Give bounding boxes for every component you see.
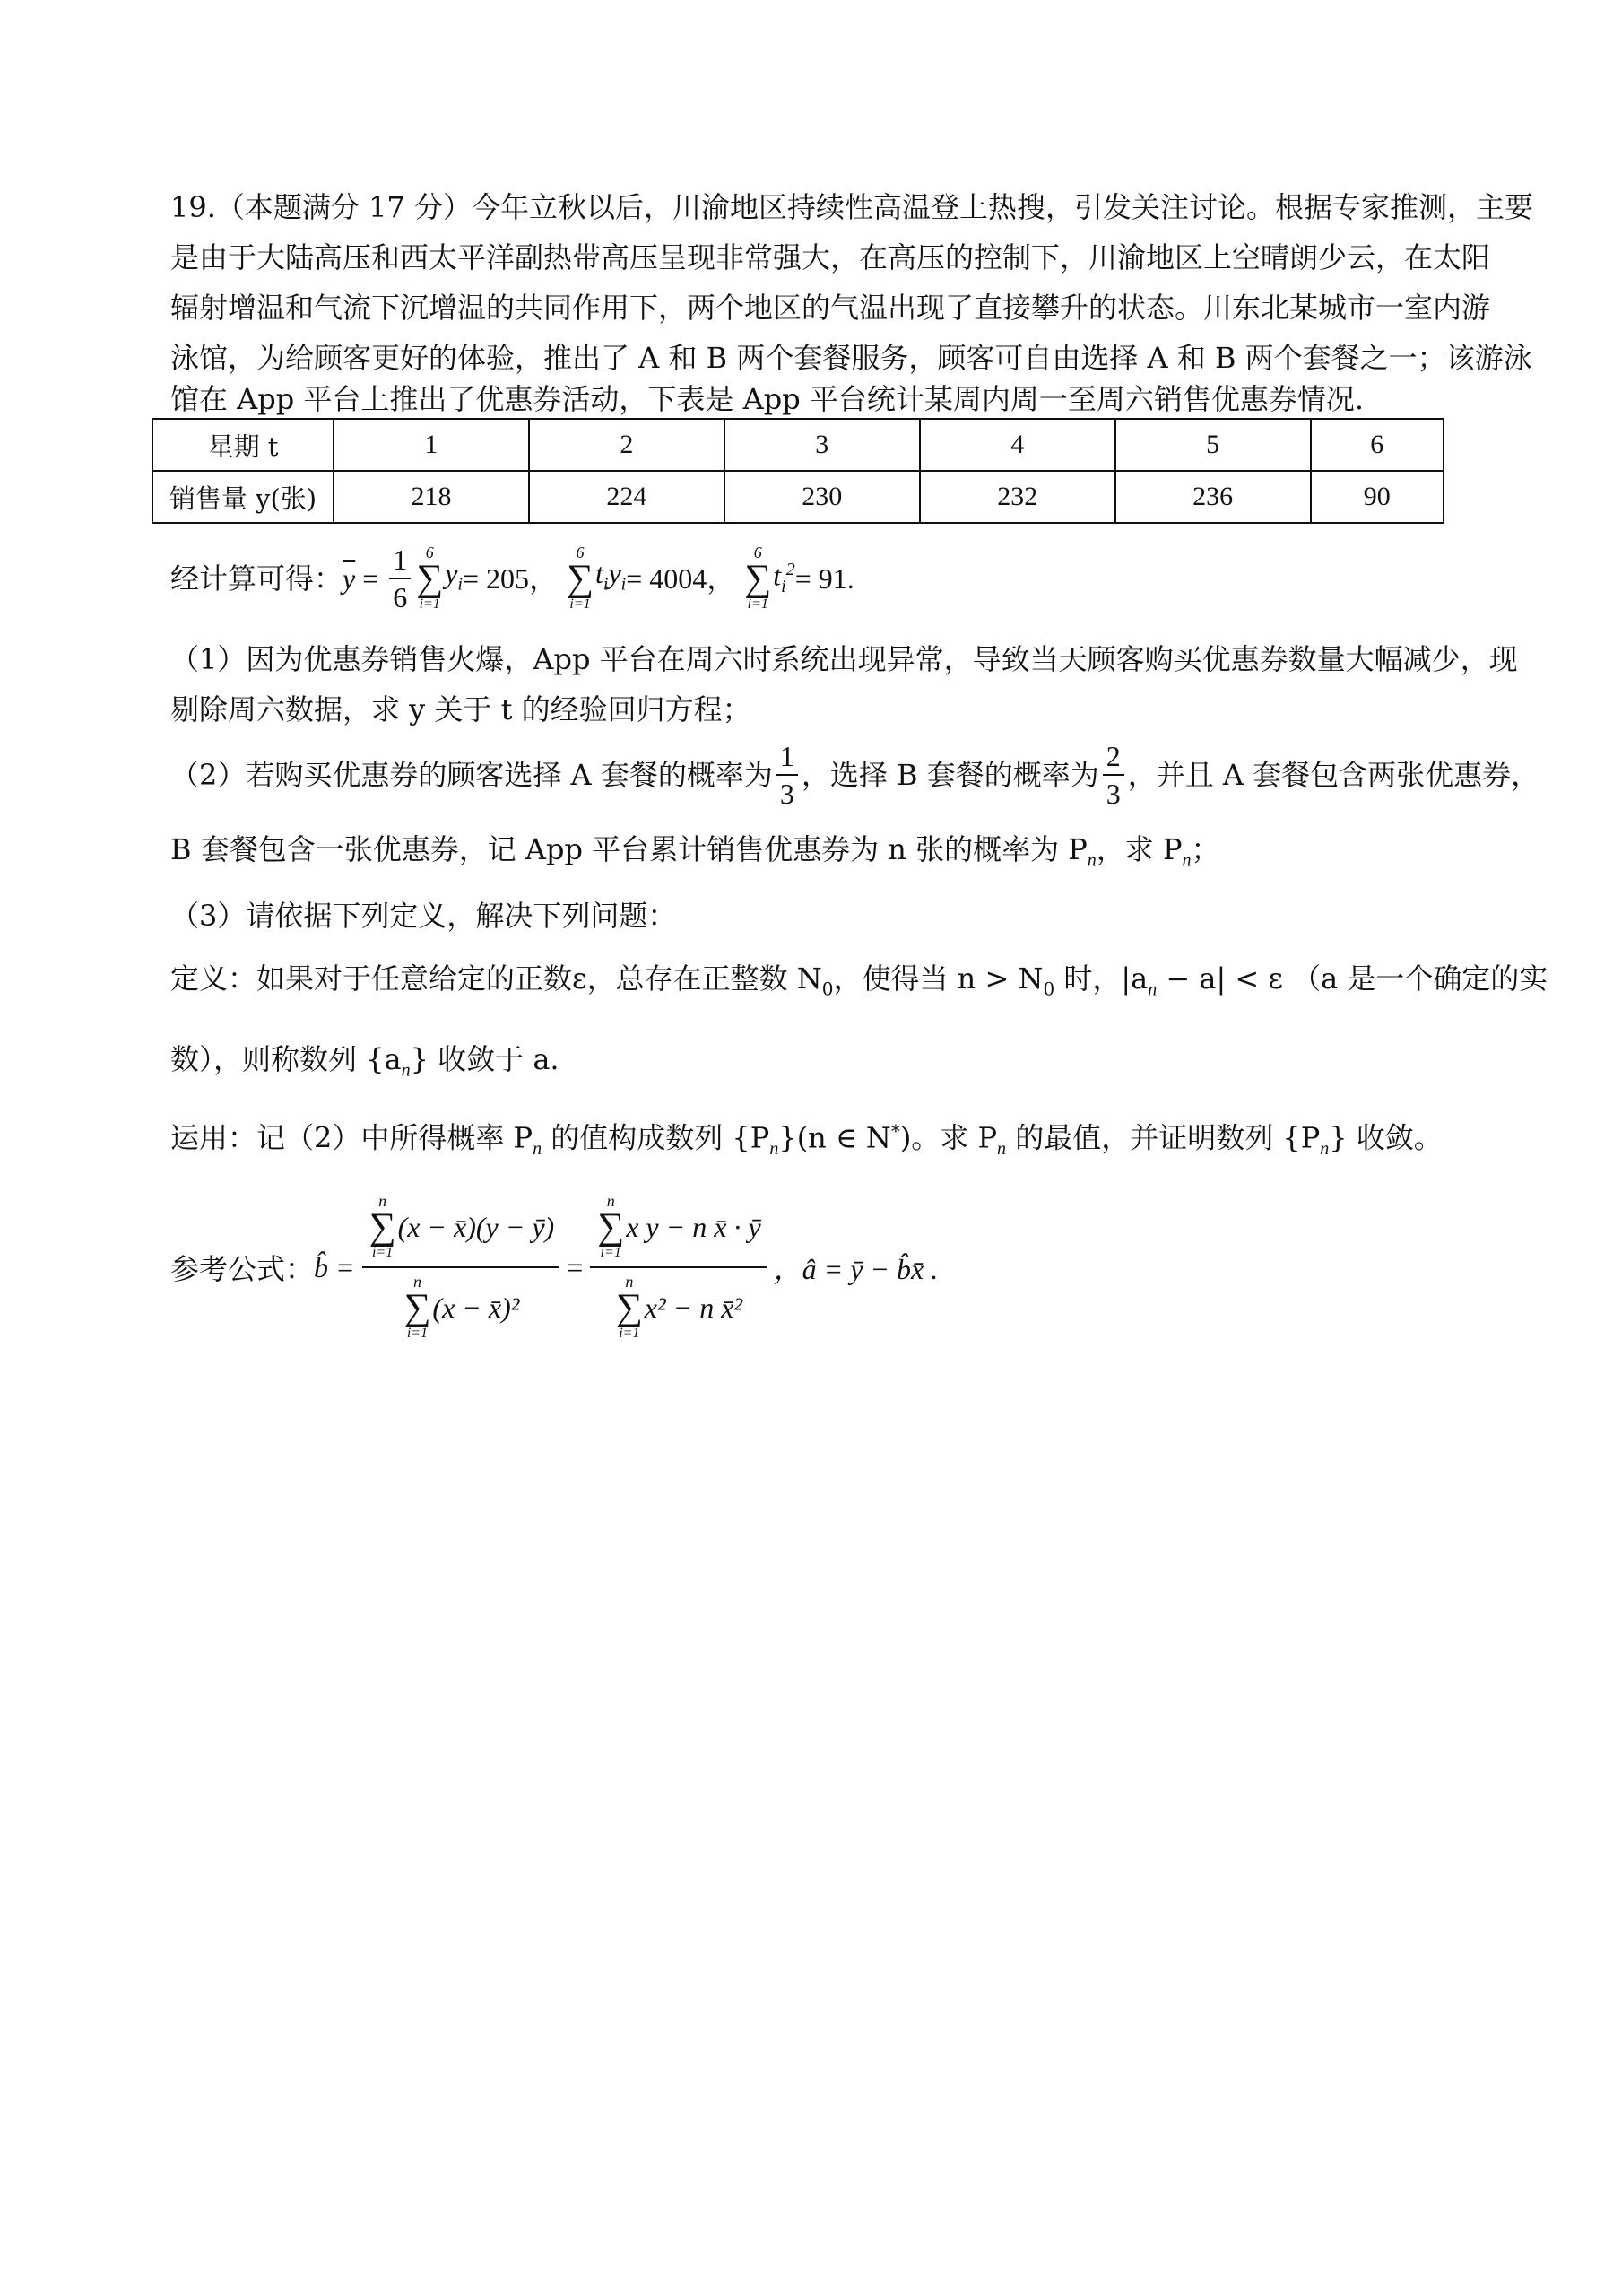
use-text-e: 的最值，并证明数列 {P: [1006, 1120, 1321, 1155]
definition-line-2: 数），则称数列 $\{a_n\}$ 收敛于 a.: [170, 1042, 559, 1081]
part2-line2-text: B 套餐包含一张优惠券，记 App 平台累计销售优惠券为 n 张的概率为 P: [170, 832, 1088, 866]
use-text-c: }(n ∈ N: [778, 1120, 891, 1155]
def-text-a: 定义：如果对于任意给定的正数ε，总存在正整数 N: [170, 961, 822, 996]
def-text-d: − a| < ε （a 是一个确定的实: [1157, 961, 1548, 996]
intro-line-2: 是由于大陆高压和西太平洋副热带高压呈现非常强大，在高压的控制下，川渝地区上空晴朗少云，在太阳: [170, 240, 1491, 274]
one-sixth-fraction: $\frac{1}{6}$: [389, 542, 411, 615]
sum-symbol: 6 ∑ i=1: [744, 544, 772, 612]
table-cell: 1: [334, 419, 529, 471]
calc-prefix: 经计算可得：: [170, 561, 343, 596]
bhat-symbol: b̂ =: [314, 1250, 355, 1283]
part2-line-2: B 套餐包含一张优惠券，记 App 平台累计销售优惠券为 n 张的概率为 $P_n$，求 $P_n$；: [170, 832, 1220, 871]
calc-line: 经计算可得： $\overline{y}$ = $\frac{1}{6}$ 6 ∑ i=1 $y_i$ = 205 ， 6 ∑ i=1 $t_iy_i$ = 4004 ， 6 ∑ i=1 $t_i^2$ = 91 .: [170, 544, 854, 613]
table-cell: 218: [334, 471, 529, 523]
table-cell: 232: [920, 471, 1115, 523]
part2-text-b: ，选择 B 套餐的概率为: [801, 758, 1099, 792]
table-row: [152, 471, 1444, 523]
table-cell: 90: [1311, 471, 1444, 523]
def-line2-a: 数），则称数列 {a: [170, 1042, 402, 1076]
table-cell: 224: [529, 471, 724, 523]
table-cell: 236: [1115, 471, 1311, 523]
use-text-d: )。求 P: [899, 1120, 998, 1155]
prob-a-fraction: $\frac{1}{3}$: [776, 738, 798, 812]
use-text-b: 的值构成数列 {P: [542, 1120, 770, 1155]
intro-line-1: 19.（本题满分 17 分）今年立秋以后，川渝地区持续性高温登上热搜，引发关注讨论。根据专家推测，主要: [170, 190, 1533, 224]
part2-text-c: ，并且 A 套餐包含两张优惠券，: [1127, 758, 1540, 792]
table-header-weekday: 星期 t: [152, 419, 334, 471]
ybar-value: = 205: [462, 562, 530, 595]
slope-fraction-1: n ∑ i=1 (x − x̄)(y − ȳ) n ∑ i=1 (x − x̄)²: [362, 1193, 560, 1342]
table-cell: 3: [724, 419, 920, 471]
ybar-symbol: $\overline{y}$: [343, 562, 356, 595]
intro-line-4: 泳馆，为给顾客更好的体验，推出了 A 和 B 两个套餐服务，顾客可自由选择 A 和 B 两个套餐之一；该游泳: [170, 341, 1532, 375]
table-cell: 6: [1311, 419, 1444, 471]
part1-line-2: 剔除周六数据，求 y 关于 t 的经验回归方程；: [170, 692, 751, 726]
sales-table: [152, 418, 1444, 524]
part2-line2-tail: ；: [1191, 832, 1220, 866]
sum-symbol: 6 ∑ i=1: [567, 544, 594, 612]
slope-fraction-2: n ∑ i=1 x y − n x̄ · ȳ n ∑ i=1 x² − n x̄²: [590, 1193, 766, 1342]
part1-line-1: （1）因为优惠券销售火爆，App 平台在周六时系统出现异常，导致当天顾客购买优惠券数量大幅减少，现: [170, 642, 1518, 676]
reference-formula: 参考公式： b̂ = n ∑ i=1 (x − x̄)(y − ȳ) n ∑ i=1 (x − x̄)² = n ∑ i=1 x y − n x̄ · ȳ n ∑ i=1 x² − n x̄² ，â = ȳ − b̂x̄ .: [170, 1192, 939, 1341]
table-cell: 230: [724, 471, 920, 523]
sum-ty-value: = 4004: [626, 562, 707, 595]
table-header-sales: 销售量 y(张): [152, 471, 334, 523]
use-text-f: } 收敛。: [1329, 1120, 1443, 1155]
sum-symbol: 6 ∑ i=1: [416, 544, 444, 612]
prob-b-fraction: $\frac{2}{3}$: [1103, 738, 1124, 812]
application-line: 运用：记（2）中所得概率 $P_n$ 的值构成数列 $\{P_n\}(n$ ∈ N*)。求 $P_n$ 的最值，并证明数列 $\{P_n\}$ 收敛。: [170, 1120, 1443, 1160]
def-text-b: ，使得当 n > N: [833, 961, 1044, 996]
part3-title: （3）请依据下列定义，解决下列问题：: [170, 899, 677, 933]
table-cell: 4: [920, 419, 1115, 471]
part2-text-a: （2）若购买优惠券的顾客选择 A 套餐的概率为: [170, 758, 773, 792]
part2-line2-end: ，求 P: [1096, 832, 1183, 866]
sum-t2-value: = 91: [794, 562, 847, 595]
intro-line-5: 馆在 App 平台上推出了优惠券活动，下表是 App 平台统计某周内周一至周六销售优惠券情况.: [170, 382, 1365, 416]
ahat-formula: ，â = ȳ − b̂x̄ .: [773, 1253, 939, 1285]
use-text-a: 运用：记（2）中所得概率 P: [170, 1120, 533, 1155]
reference-label: 参考公式：: [170, 1252, 315, 1286]
part2-line-1: [170, 734, 1540, 816]
definition-line-1: 定义：如果对于任意给定的正数ε，总存在正整数 $N_0$，使得当 $n > N_0$ 时，$|a_n - a| < \varepsilon$ （a 是一个确定的实: [170, 961, 1548, 1000]
intro-line-3: 辐射增温和气流下沉增温的共同作用下，两个地区的气温出现了直接攀升的状态。川东北某城市一室内游: [170, 291, 1491, 325]
table-cell: 2: [529, 419, 724, 471]
table-row: [152, 419, 1444, 471]
def-line2-b: } 收敛于 a.: [410, 1042, 559, 1076]
def-text-c: 时，|a: [1054, 961, 1149, 996]
table-cell: 5: [1115, 419, 1311, 471]
